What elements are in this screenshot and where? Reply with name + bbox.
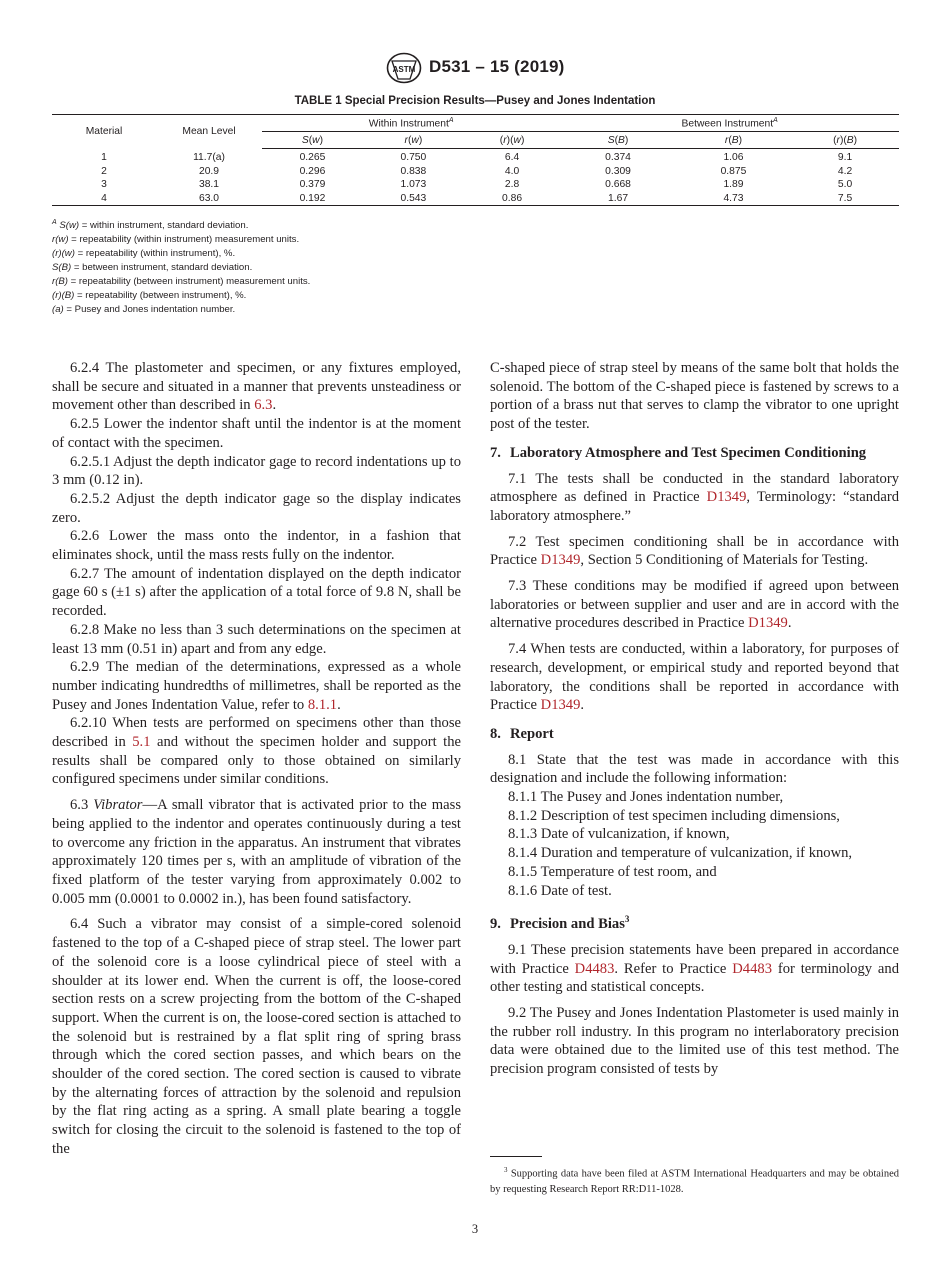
page-header [0,52,950,88]
cell-material: 1 [101,151,107,163]
cell-sb: 0.668 [605,179,631,191]
astm-logo [386,52,422,84]
section-6-2-10: 6.2.10 When tests are performed on specimens other than those described in 5.1 and without the specimen holder and support the results shall be compared only to those obtained on similarly configured specimens under similar conditions. [52,715,461,788]
list-item: 8.1.2 Description of test specimen including dimensions, [508,807,840,824]
section-6-4-continued: C-shaped piece of strap steel by means of the same bolt that holds the solenoid. The bottom of the C-shaped piece is fastened by screws to a portion of a brass nut that serves to clamp the vibrator to one upright post of the tester. [490,360,899,433]
cell-material: 3 [101,179,107,191]
list-item: 8.1.6 Date of test. [508,882,612,899]
link-6-3[interactable]: 6.3 [254,397,273,414]
cell-rb: 1.06 [723,152,744,163]
cell-sw: 0.296 [299,165,326,177]
cell-material: 4 [52,192,156,206]
cell-sb: 1.67 [560,192,675,206]
cell-material: 2 [101,165,107,177]
table-footnotes [52,216,899,317]
cell-rb: 0.875 [720,165,747,177]
cell-sb: 0.309 [605,165,631,177]
link-5-1[interactable]: 5.1 [132,734,151,751]
table-footnote: (a) = Pusey and Jones indentation number. [52,304,236,316]
link-8-1-1[interactable]: 8.1.1 [307,696,338,713]
table-footnote: r(B) = repeatability (between instrument) measurement units. [52,276,311,288]
section-9-1: 9.1 These precision statements have been prepared in accordance with Practice D4483. Refer to Practice D4483 for terminology and other testing and statistical concepts. [490,941,900,996]
table-footnote: (r)(w) = repeatability (within instrument), %. [52,248,236,260]
cell-rw: 0.750 [400,152,427,163]
section-7-2: 7.2 Test specimen conditioning shall be in accordance with Practice D1349, Section 5 Conditioning of Materials for Testing. [490,533,899,569]
heading-section-8: 8. Report [490,725,554,742]
col-header-material: Material [52,115,156,149]
cell-prw: 0.86 [464,192,560,206]
cell-mean: 38.1 [198,179,220,191]
cell-prb: 9.1 [837,152,853,163]
left-column [52,359,461,1159]
group-header-between: Between Instrument$^A$ [560,115,899,132]
cell-mean: 63.0 [156,192,262,206]
cell-rb: 4.73 [676,192,791,206]
table-footnote: (r)(B) = repeatability (between instrument), %. [52,290,247,302]
table-footnote: S(B) = between instrument, standard deviation. [52,262,253,274]
cell-prb: 7.5 [791,192,899,206]
footnote-divider [490,1156,542,1157]
section-6-4: 6.4 Such a vibrator may consist of a simple-cored solenoid fastened to the top of a C-shaped piece of strap steel. The lower part of the solenoid core is a loose cylindrical piece of steel with a shoulder at its lower end. When the current is off, the loose-cored section rests on a screw projecting from the bottom of the C-shaped support. When the current is on, the loose-cored section is attached to the solenoid but is restrained by a flat split ring of spring brass through which the cored section passes, and which bears on the shoulder of the cored section. The cored section is caused to vibrate by the alternating forces of attraction by the solenoid and repulsion by the flat ring acting as a spring. A small plate bearing a toggle switch for closing the circuit to the solenoid is fastened to the top of the [52,916,461,1157]
section-6-3: 6.3 Vibrator—A small vibrator that is activated prior to the mass being applied to the indentor and operates continuously during a test to overcome any friction in the apparatus. An instrument that vibrates approximately 120 times per s, with an amplitude of vibration of the fixed platform of the tester varying from approximately 0.002 to 0.005 mm (0.0001 to 0.0002 in.), has been found satisfactory. [52,797,461,907]
right-column [490,359,899,1079]
section-6-2-8: 6.2.8 Make no less than 3 such determinations on the specimen at least 13 mm (0.51 in) apart and from any edge. [52,621,461,657]
term-vibrator: Vibrator [93,797,143,814]
section-8-1: 8.1 State that the test was made in accordance with this designation and include the following information: [490,751,899,787]
cell-mean: 11.7(a) [193,151,225,163]
table-footnote: $^A$ S(w) = within instrument, standard deviation. [52,219,249,232]
col-header-sw: S(w) [262,132,363,149]
section-6-2-5: 6.2.5 Lower the indentor shaft until the indentor is at the moment of contact with the specimen. [52,416,461,451]
section-7-3: 7.3 These conditions may be modified if agreed upon between laboratories or between supplier and user and are in accord with the alternative procedures described in Practice D1349. [490,578,899,632]
table-row [52,178,899,192]
section-7-4: 7.4 When tests are conducted, within a laboratory, for purposes of research, development, or empirical study and reported beyond that laboratory, the conditions shall be reported in accordance with Practice D1349. [490,641,899,714]
cell-prb: 4.2 [837,165,853,177]
cell-sb: 0.374 [605,152,631,163]
document-designation: D531 – 15 (2019) [429,57,565,76]
cell-sw: 0.265 [299,152,326,163]
table-row [52,149,899,165]
cell-prb: 5.0 [837,179,853,191]
cell-rw: 0.543 [363,192,464,206]
col-header-mean-level: Mean Level [156,115,262,149]
section-6-2-5-2: 6.2.5.2 Adjust the depth indicator gage so the display indicates zero. [52,490,461,526]
section-6-2-4: 6.2.4 The plastometer and specimen, or any fixtures employed, shall be secure and situated in a manner that prevents unsteadiness or movement other than described in 6.3. [52,360,461,414]
section-6-2-5-1: 6.2.5.1 Adjust the depth indicator gage to record indentations up to 3 mm (0.12 in). [52,453,461,489]
section-9-2: 9.2 The Pusey and Jones Indentation Plastometer is used mainly in the rubber roll industry. In this program no interlaboratory precision data were obtained due to the limited use of this test method. The precision program consisted of tests by [490,1004,899,1078]
section-6-2-6: 6.2.6 Lower the mass onto the indentor, in a fashion that eliminates shock, until the mass rests fully on the indentor. [52,528,461,564]
list-item: 8.1.3 Date of vulcanization, if known, [508,826,730,843]
link-d1349[interactable]: D1349 [706,489,747,506]
cell-prw: 6.4 [504,152,520,163]
col-header-rb: r(B) [676,132,791,149]
page-footnote: $^3$ Supporting data have been filed at ASTM International Headquarters and may be obtained by requesting Research Report RR:D11-1028. [490,1166,899,1195]
link-d1349[interactable]: D1349 [540,552,581,569]
col-header-prb: (r)(B) [791,132,899,149]
table-footnote: r(w) = repeatability (within instrument) measurement units. [52,234,300,246]
cell-sw: 0.379 [299,179,326,191]
list-item: 8.1.5 Temperature of test room, and [508,863,717,880]
group-header-within: Within Instrument$^A$ [262,115,560,132]
col-header-rw: r(w) [363,132,464,149]
heading-section-7: 7. Laboratory Atmosphere and Test Specimen Conditioning [490,444,867,461]
page-number: 3 [471,1222,479,1236]
section-6-2-7: 6.2.7 The amount of indentation displayed on the depth indicator gage 60 s (±1 s) after the application of a total force of 9.8 N, shall be recorded. [52,565,461,620]
link-d1349[interactable]: D1349 [748,615,788,632]
precision-table [52,114,899,206]
cell-mean: 20.9 [198,165,220,177]
section-6-2-9: 6.2.9 The median of the determinations, expressed as a whole number indicating hundredths of millimetres, shall be reported as the Pusey and Jones Indentation Value, refer to 8.1.1. [52,659,461,713]
table-title: TABLE 1 Special Precision Results—Pusey and Jones Indentation [294,95,656,107]
section-7-1: 7.1 The tests shall be conducted in the standard laboratory atmosphere as defined in Practice D1349, Terminology: “standard laboratory atmosphere.” [490,470,899,524]
cell-rw: 1.073 [400,179,427,191]
link-d4483[interactable]: D4483 [574,960,615,977]
logo-text: ASTM [392,65,416,74]
cell-prw: 2.8 [504,179,520,191]
table-row [52,165,899,179]
list-item: 8.1.4 Duration and temperature of vulcanization, if known, [508,845,853,862]
cell-sw: 0.192 [262,192,363,206]
link-d1349[interactable]: D1349 [540,697,581,714]
col-header-prw: (r)(w) [464,132,560,149]
cell-prw: 4.0 [504,165,520,177]
col-header-sb: S(B) [560,132,675,149]
cell-rb: 1.89 [723,179,744,191]
table-row [52,192,899,206]
cell-rw: 0.838 [400,165,427,177]
list-item: 8.1.1 The Pusey and Jones indentation number, [508,789,784,806]
link-d4483[interactable]: D4483 [732,960,772,977]
heading-section-9: 9. Precision and Bias$^3$ [490,914,630,933]
footnote-ref-3[interactable]: 3 [624,914,630,925]
